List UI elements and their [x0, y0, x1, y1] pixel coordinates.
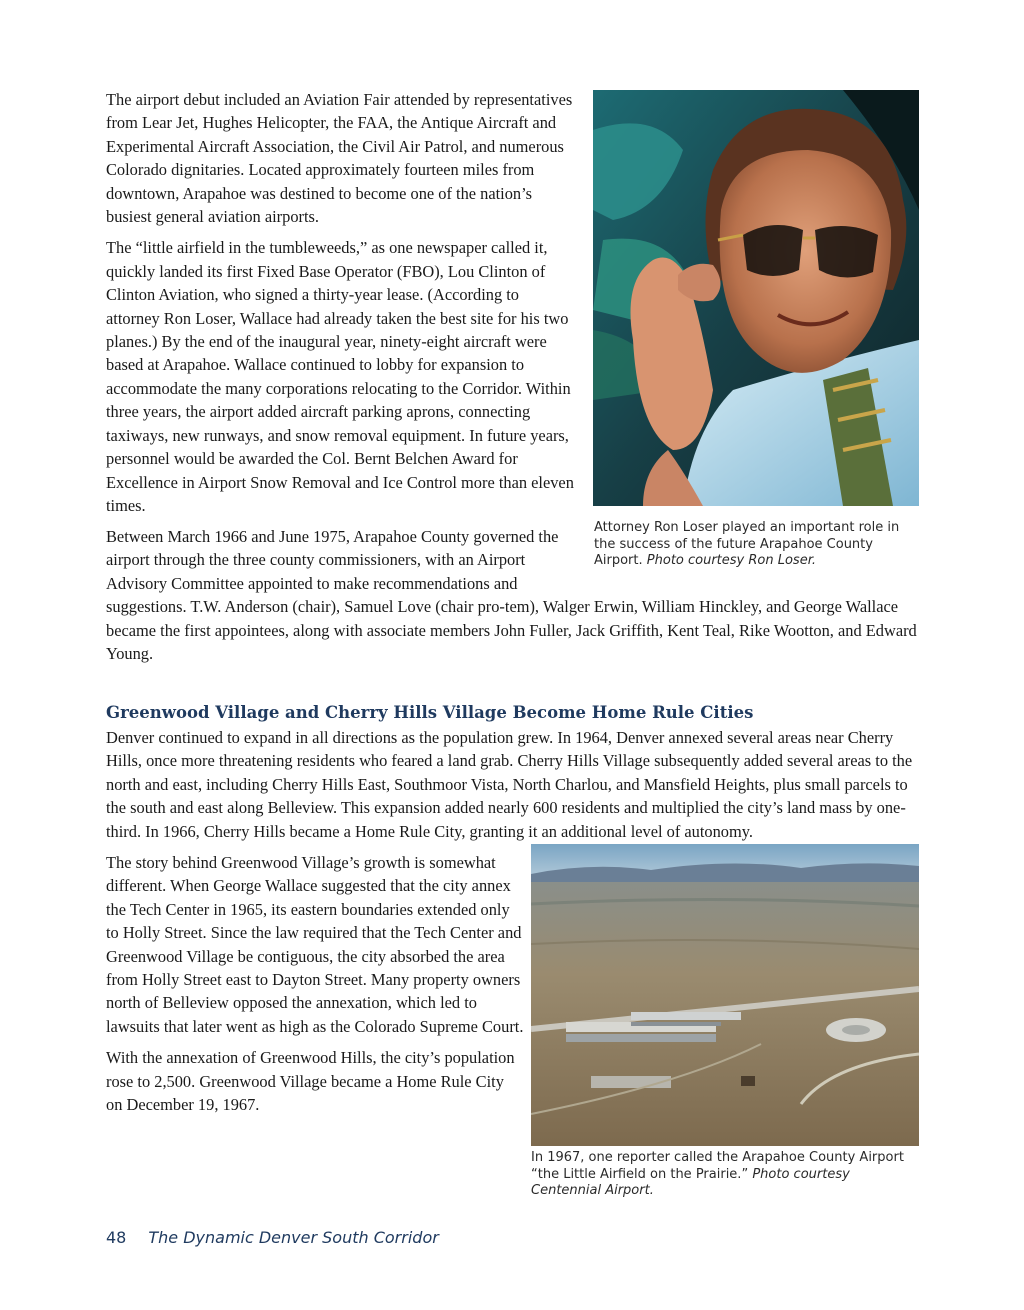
portrait-image — [593, 90, 919, 506]
intro-paragraph-1: The airport debut included an Aviation Fair attended by representatives from Lear Jet, Hughes Helicopter, the FAA, the Antique Aircraft and Experimental Aircraft Association, the Civil Air Patrol, and numerous Colorado dignitaries. Located approximately fourteen miles from downtown, Arapahoe was destined to become one of the nation’s busiest general aviation airports. — [106, 90, 573, 227]
caption-credit: Photo courtesy Centennial Airport. — [531, 1166, 850, 1198]
caption-credit: Photo courtesy Ron Loser. — [646, 553, 816, 568]
section-paragraph-2: The story behind Greenwood Village’s growth is somewhat different. When George Wallace suggested that the city annex the Tech Center in 1965, its eastern boundaries extended only to Holly Street. Since the law required that the Tech Center and Greenwood Village be contiguous, the city absorbed the area from Holly Street east to Dayton Street. Many property owners north of Belleview opposed the annexation, which led to lawsuits that later went as high as the Colorado Supreme Court. — [106, 853, 524, 1036]
section-paragraph-3: With the annexation of Greenwood Hills, the city’s population rose to 2,500. Greenwood Village became a Home Rule City on December 19, 1967. — [106, 1048, 515, 1115]
ron-loser-photo — [593, 90, 919, 506]
caption-text: In 1967, one reporter called the Arapahoe County Airport “the Little Airfield on the Prairie.” — [531, 1150, 904, 1182]
airfield-photo — [531, 844, 919, 1146]
page-footer — [106, 1228, 439, 1247]
running-title: The Dynamic Denver South Corridor — [148, 1228, 439, 1247]
intro-column — [106, 88, 576, 525]
section-heading: Greenwood Village and Cherry Hills Village Become Home Rule Cities — [106, 703, 754, 722]
section-paragraph-1: Denver continued to expand in all directions as the population grew. In 1964, Denver annexed several areas near Cherry Hills, once more threatening residents who feared a land grab. Cherry Hills Village subsequently added several areas to the north and east, including Cherry Hills East, Southmoor Vista, North Charlou, and Mansfield Heights, plus small parcels to the south and east along Belleview. This expansion added nearly 600 residents and multiplied the city’s land mass by one-third. In 1966, Cherry Hills became a Home Rule City, granting it an additional level of autonomy. — [106, 728, 913, 841]
airfield-caption — [531, 1150, 919, 1200]
aerial-airfield-image — [531, 844, 919, 1146]
caption-text: Attorney Ron Loser played an important role in the success of the future Arapahoe County Airport. — [594, 520, 900, 568]
ron-loser-caption — [594, 520, 914, 570]
intro-paragraph-2: The “little airfield in the tumbleweeds,” as one newspaper called it, quickly landed its first Fixed Base Operator (FBO), Lou Clinton of Clinton Aviation, who signed a thirty-year lease. (According to attorney Ron Loser, Wallace had already taken the best site for his two planes.) By the end of the inaugural year, ninety-eight aircraft were based at Arapahoe. Wallace continued to lobby for expansion to accommodate the many corporations relocating to the Corridor. Within three years, the airport added aircraft parking aprons, connecting taxiways, new runways, and snow removal equipment. In future years, personnel would be awarded the Col. Bernt Belchen Award for Excellence in Airport Snow Removal and Ice Control more than eleven times. — [106, 238, 574, 515]
page-number: 48 — [106, 1228, 127, 1247]
intro-paragraph-3: Between March 1966 and June 1975, Arapahoe County governed the airport through the three county commissioners, with an Airport Advisory Committee appointed to make recommendations and suggestions. T.W. Anderson (chair), Samuel Love (chair pro-tem), Walger Erwin, William Hinckley, and George Wallace became the first appointees, along with associate members John Fuller, Jack Griffith, Kent Teal, Rike Wootton, and Edward Young. — [106, 527, 917, 664]
